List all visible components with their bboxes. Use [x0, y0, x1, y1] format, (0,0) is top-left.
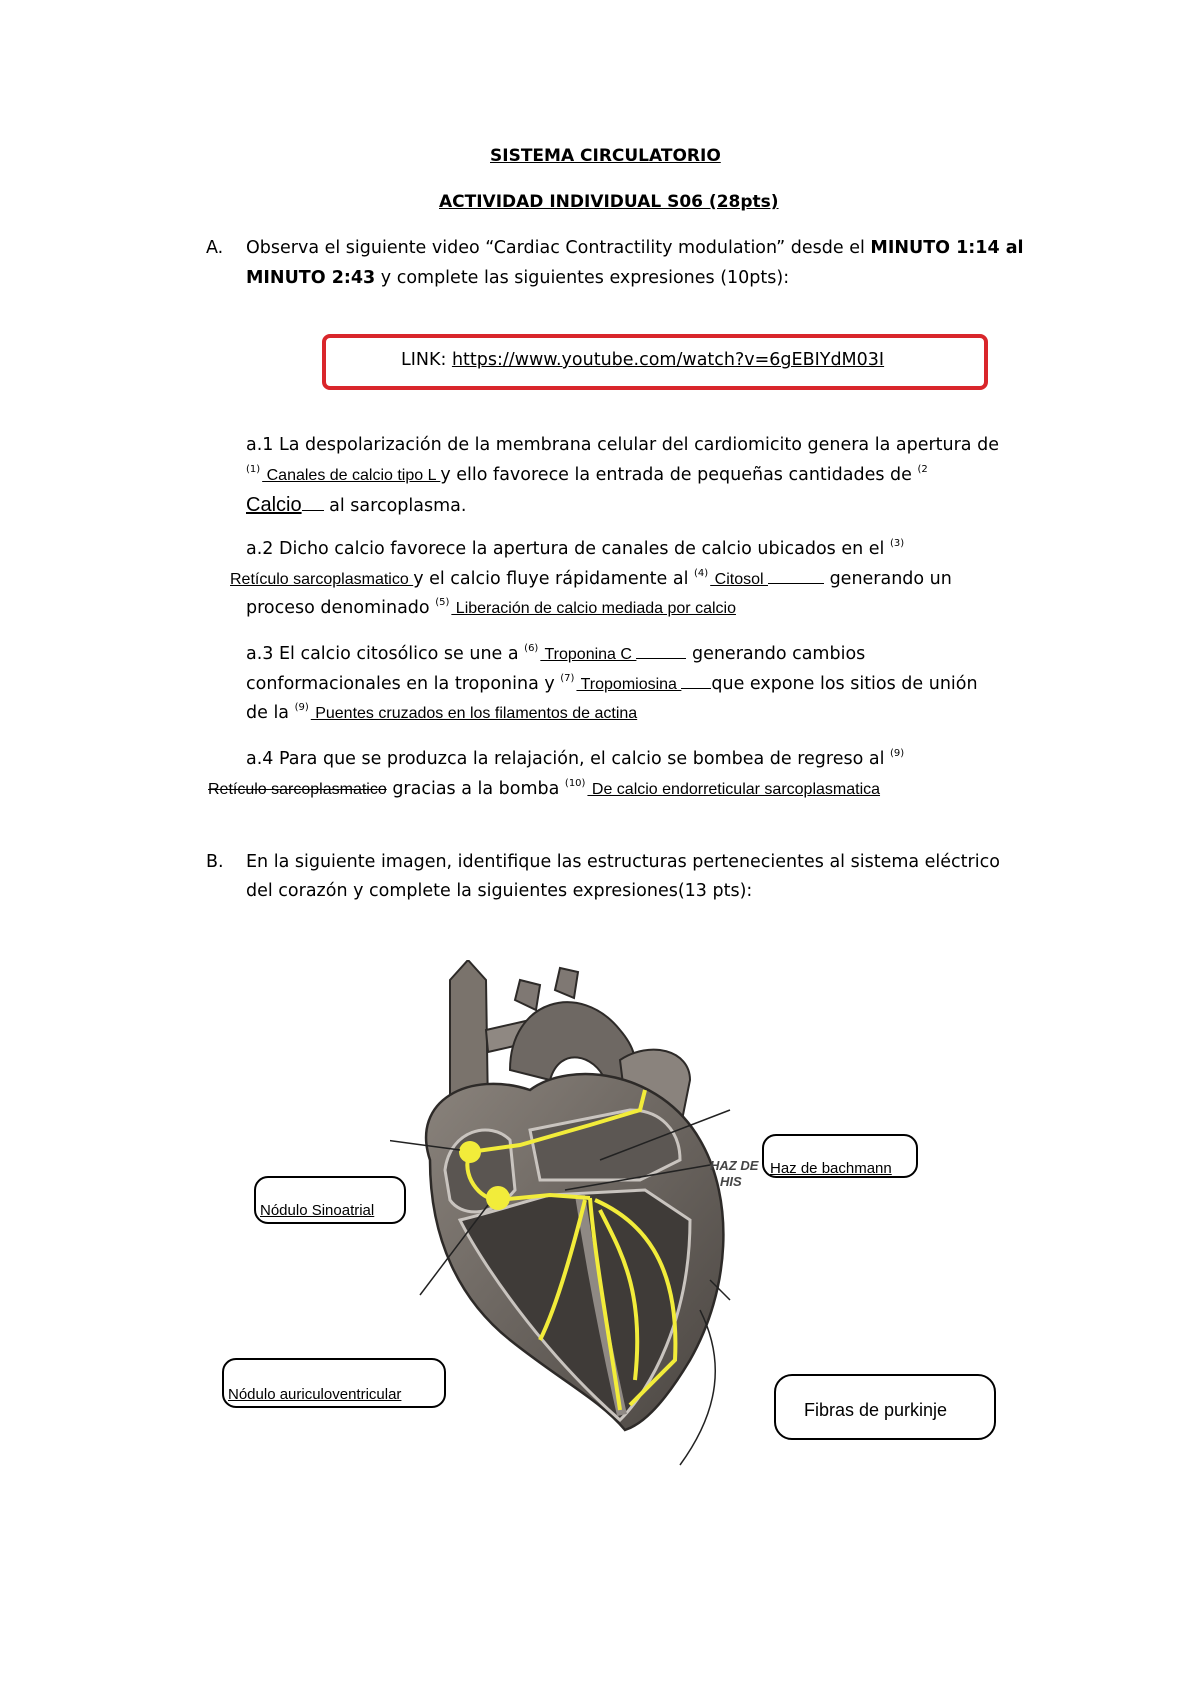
video-link[interactable]: LINK: https://www.youtube.com/watch?v=6gEBIYdM03I [401, 350, 885, 370]
av-node-dot [486, 1186, 510, 1210]
a3-line1: a.3 El calcio citosólico se une a $^{(6)}$ Troponina C generando cambios [246, 643, 866, 664]
section-b-line1: En la siguiente imagen, identifique las estructuras pertenecientes al sistema eléctrico [246, 852, 1000, 872]
section-a-intro-line2: MINUTO 2:43 y complete las siguientes expresiones (10pts): [246, 268, 790, 288]
aortic-arch [510, 1002, 635, 1082]
label-box-bachmann: Haz de bachmann [762, 1134, 918, 1178]
section-b-letter: B. [206, 852, 224, 872]
answer-10: De calcio endorreticular sarcoplasmatica [587, 781, 881, 798]
a1-line1: a.1 La despolarización de la membrana celular del cardiomicito genera la apertura de [246, 435, 999, 455]
a4-line1: a.4 Para que se produzca la relajación, el calcio se bombea de regreso al $^{(9)}$ [246, 748, 905, 769]
answer-3: Retículo sarcoplasmatico [230, 571, 414, 588]
a3-line3: de la $^{(9)}$ Puentes cruzados en los filamentos de actina [246, 702, 638, 723]
a2-line1: a.2 Dicho calcio favorece la apertura de canales de calcio ubicados en el $^{(3)}$ [246, 538, 905, 559]
label-box-sinoatrial: Nódulo Sinoatrial [254, 1176, 406, 1224]
answer-4: Citosol [710, 571, 768, 588]
a2-line2: Retículo sarcoplasmatico y el calcio fluye rápidamente al $^{(4)}$ Citosol generando un [230, 568, 952, 589]
page-title: SISTEMA CIRCULATORIO [490, 146, 721, 166]
a4-line2: Retículo sarcoplasmatico gracias a la bomba $^{(10)}$ De calcio endorreticular sarcoplasmatica [208, 778, 881, 799]
answer-9: Retículo sarcoplasmatico [208, 781, 387, 798]
answer-5: Liberación de calcio mediada por calcio [451, 600, 736, 617]
heart-illustration [390, 960, 780, 1480]
a1-line2: $^{(1)}$ Canales de calcio tipo L y ello favorece la entrada de pequeñas cantidades de $^{(2}$ [246, 464, 928, 485]
section-a-letter: A. [206, 238, 224, 258]
answer-7: Tropomiosina [576, 676, 682, 693]
answer-2: Calcio [246, 494, 302, 516]
label-box-purkinje: Fibras de purkinje [774, 1374, 996, 1440]
section-a-intro-line1: Observa el siguiente video “Cardiac Contractility modulation” desde el MINUTO 1:14 al [246, 238, 1024, 258]
his-label-line1: HAZ DE [710, 1158, 759, 1173]
a2-line3: proceso denominado $^{(5)}$ Liberación de calcio mediada por calcio [246, 597, 736, 618]
answer-8: Puentes cruzados en los filamentos de actina [310, 705, 638, 722]
answer-6: Troponina C [540, 646, 637, 663]
his-label-line2: HIS [720, 1174, 742, 1189]
label-box-av-node: Nódulo auriculoventricular [222, 1358, 446, 1408]
a3-line2: conformacionales en la troponina y $^{(7)}$ Tropomiosina que expone los sitios de unión [246, 673, 978, 694]
section-b-line2: del corazón y complete la siguientes expresiones(13 pts): [246, 881, 753, 901]
page-subtitle: ACTIVIDAD INDIVIDUAL S06 (28pts) [439, 192, 779, 212]
sa-node-dot [459, 1141, 481, 1163]
answer-1: Canales de calcio tipo L [262, 467, 441, 484]
a1-line3: Calcio al sarcoplasma. [246, 494, 467, 516]
